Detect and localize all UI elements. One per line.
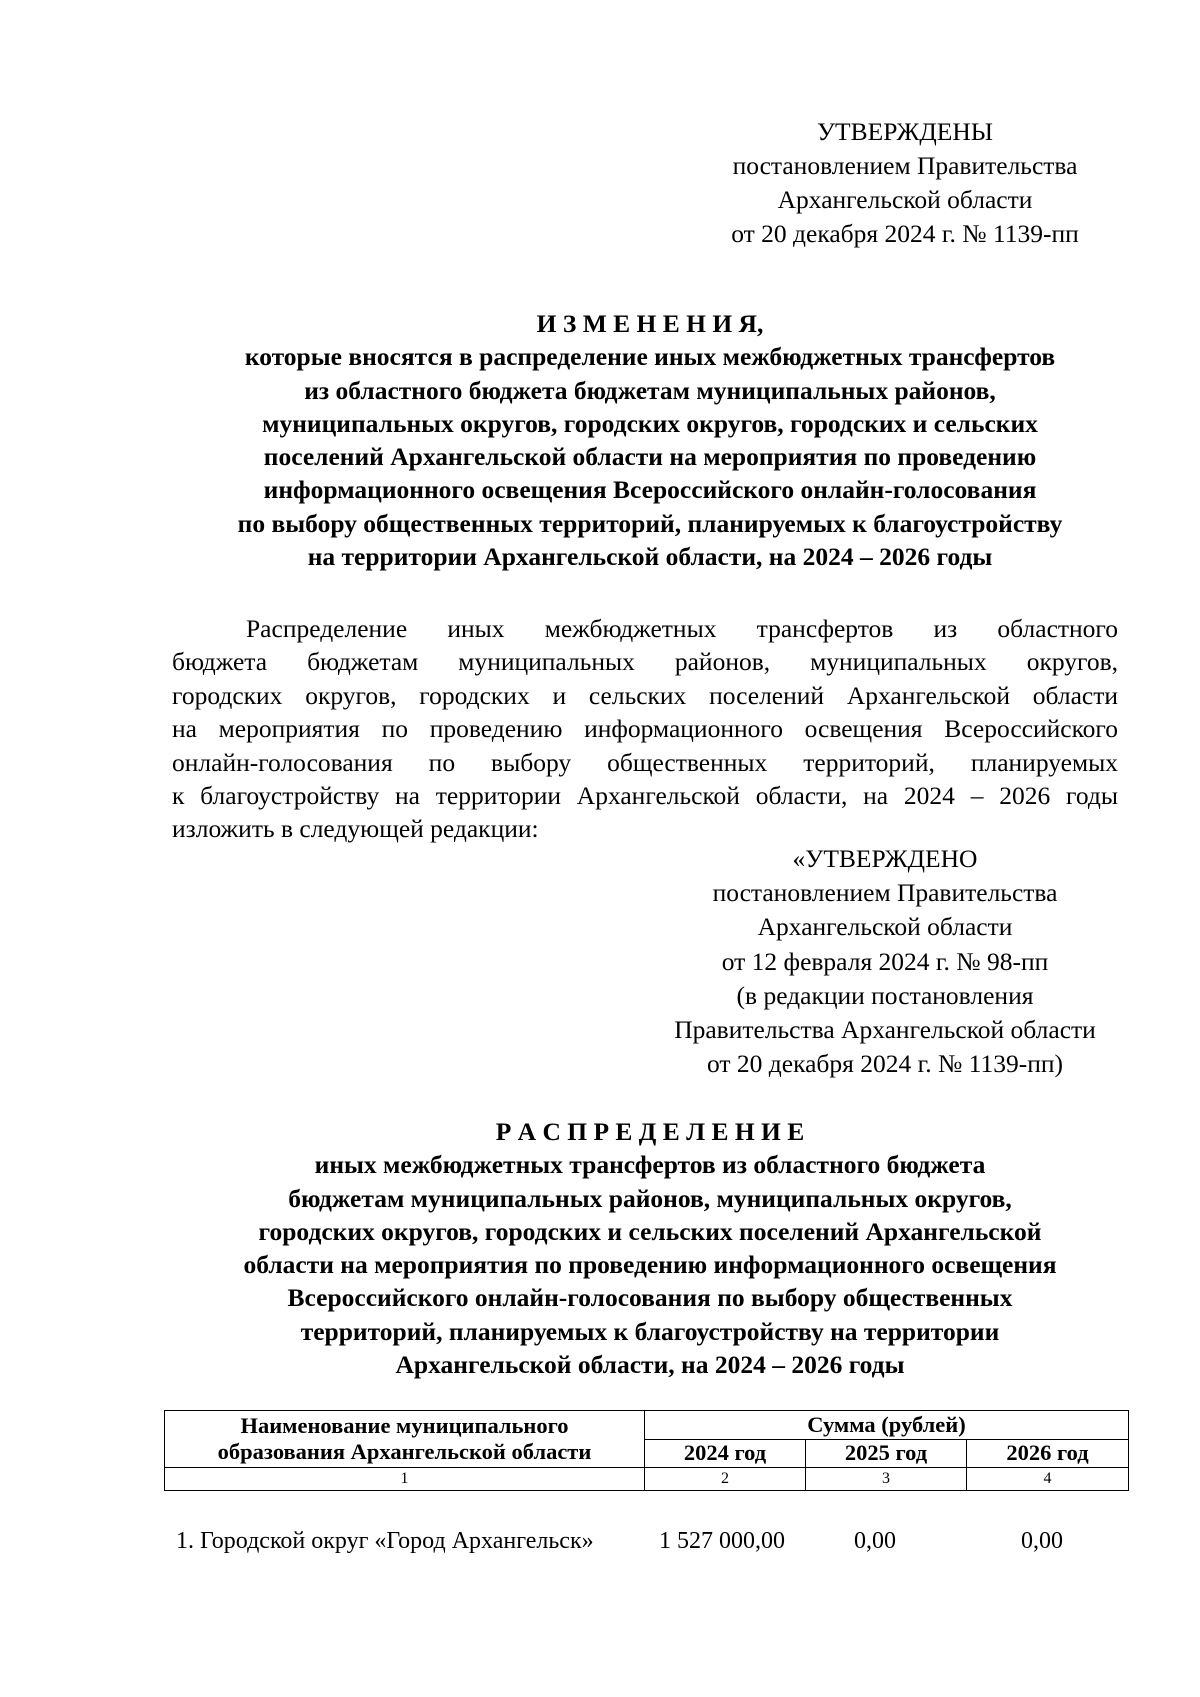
distribution-title-line: Всероссийского онлайн-голосования по выбору общественных [287, 1283, 1013, 1313]
approval-title: УТВЕРЖДЕНЫ [817, 117, 993, 146]
changes-title-line: по выбору общественных территорий, планируемых к благоустройству [237, 508, 1063, 538]
paragraph-line: к благоустройству на территории Архангельской области, на 2024 – 2026 годы [172, 780, 1118, 810]
quoted-approval-line: от 20 декабря 2024 г. № 1139-пп) [707, 1049, 1063, 1079]
quoted-approval-line: (в редакции постановления [736, 980, 1034, 1010]
row-value-2025: 0,00 [854, 1528, 896, 1554]
changes-title-line: из областного бюджета бюджетам муниципальных районов, [304, 375, 996, 405]
column-header-sum: Сумма (рублей) [645, 1411, 1129, 1440]
changes-heading: И З М Е Н Е Н И Я, [536, 309, 764, 338]
approval-line: постановлением Правительства [732, 151, 1078, 180]
column-header-name-line: Наименование муниципального [240, 1413, 569, 1438]
distribution-title-line: области на мероприятия по проведению информационного освещения [243, 1250, 1057, 1280]
paragraph-line: изложить в следующей редакции: [172, 814, 539, 844]
distribution-table [164, 1410, 1129, 1491]
table-row [164, 1528, 1128, 1564]
column-number: 2 [645, 1468, 806, 1491]
distribution-heading: Р А С П Р Е Д Е Л Е Н И Е [495, 1117, 805, 1146]
changes-title-line: на территории Архангельской области, на 2024 – 2026 годы [307, 542, 993, 572]
column-number: 3 [806, 1468, 967, 1491]
changes-title-line: муниципальных округов, городских округов, городских и сельских [262, 408, 1038, 438]
column-number: 4 [967, 1468, 1129, 1491]
quoted-approval-line: Правительства Архангельской области [674, 1015, 1096, 1045]
column-header-year: 2024 год [645, 1439, 806, 1468]
paragraph-line: на мероприятия по проведению информационного освещения Всероссийского [172, 714, 1118, 744]
distribution-title [120, 1115, 1180, 1381]
quoted-approval-line: постановлением Правительства [712, 878, 1058, 908]
quoted-approval-line: «УТВЕРЖДЕНО [792, 844, 978, 873]
quoted-approval-line: Архангельской области [757, 912, 1013, 942]
approval-block [680, 115, 1130, 251]
column-header-name-line: образования Архангельской области [217, 1439, 592, 1464]
quoted-approval-block [620, 842, 1150, 1081]
column-header-year: 2025 год [806, 1439, 967, 1468]
changes-title-line: информационного освещения Всероссийского онлайн-голосования [263, 475, 1037, 505]
distribution-title-line: иных межбюджетных трансфертов из областного бюджета [314, 1150, 986, 1180]
paragraph-line: городских округов, городских и сельских поселений Архангельской области [172, 680, 1118, 710]
distribution-title-line: территорий, планируемых к благоустройству на территории [300, 1316, 1000, 1346]
changes-title [120, 307, 1180, 573]
approval-line: от 20 декабря 2024 г. № 1139-пп [731, 219, 1079, 248]
row-value-2024: 1 527 000,00 [659, 1528, 785, 1554]
column-header-name [165, 1411, 645, 1468]
distribution-title-line: городских округов, городских и сельских поселений Архангельской [258, 1216, 1042, 1246]
row-value-2026: 0,00 [1021, 1528, 1063, 1554]
body-paragraph [172, 612, 1118, 846]
approval-line: Архангельской области [777, 185, 1033, 214]
changes-title-line: поселений Архангельской области на мероприятия по проведению [263, 442, 1037, 472]
quoted-approval-line: от 12 февраля 2024 г. № 98-пп [721, 946, 1049, 976]
distribution-title-line: Архангельской области, на 2024 – 2026 годы [395, 1350, 905, 1380]
column-header-year: 2026 год [967, 1439, 1129, 1468]
changes-title-line: которые вносятся в распределение иных межбюджетных трансфертов [244, 342, 1056, 372]
paragraph-line: онлайн-голосования по выбору общественных территорий, планируемых [172, 747, 1118, 777]
distribution-title-line: бюджетам муниципальных районов, муниципальных округов, [288, 1183, 1012, 1213]
row-municipality-name: 1. Городской округ «Город Архангельск» [176, 1528, 594, 1554]
column-number: 1 [165, 1468, 645, 1491]
paragraph-line: бюджета бюджетам муниципальных районов, муниципальных округов, [172, 647, 1118, 677]
paragraph-line: Распределение иных межбюджетных трансфертов из областного [246, 614, 1118, 643]
